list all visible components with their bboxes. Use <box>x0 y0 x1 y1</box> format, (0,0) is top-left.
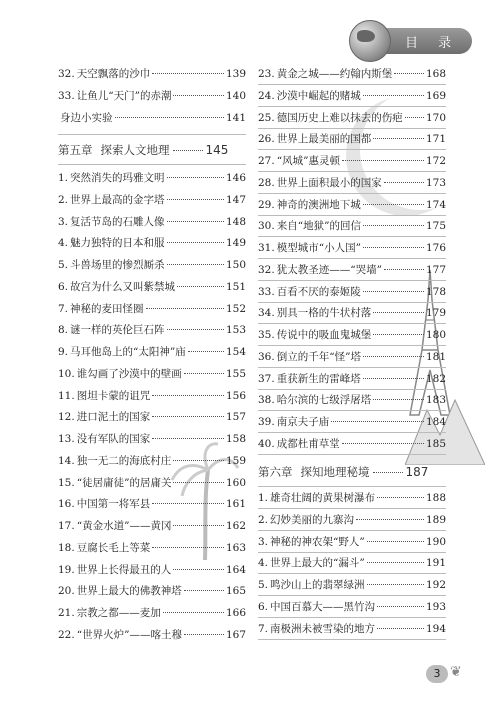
toc-entry-page: 184 <box>425 416 446 428</box>
toc-entry[interactable] <box>58 431 246 449</box>
toc-entry-number: 13. <box>58 433 75 445</box>
dot-leader <box>405 117 424 118</box>
dot-leader <box>367 562 424 563</box>
toc-entry[interactable] <box>258 153 446 172</box>
toc-entry[interactable] <box>58 257 246 275</box>
toc-entry[interactable] <box>258 262 446 281</box>
toc-entry-title: 鸣沙山上的翡翠绿洲 <box>270 579 365 591</box>
toc-entry-number: 39. <box>258 416 275 428</box>
toc-entry[interactable] <box>58 388 246 406</box>
toc-entry[interactable] <box>258 490 446 509</box>
toc-entry-title: 成都杜甫草堂 <box>276 437 340 450</box>
toc-entry-page: 183 <box>425 394 446 407</box>
toc-entry-page: 188 <box>425 492 446 504</box>
toc-entry[interactable] <box>258 371 446 390</box>
toc-entry-number: 26. <box>258 133 275 146</box>
toc-entry-title: 南极洲未被雪染的地方 <box>270 622 376 635</box>
dot-leader <box>173 525 224 526</box>
toc-entry-number: 28. <box>258 176 275 189</box>
dot-leader <box>184 590 224 591</box>
toc-entry-page: 161 <box>225 498 246 511</box>
toc-entry-title: 哈尔滨的七级浮屠塔 <box>276 394 372 407</box>
toc-entry[interactable] <box>258 218 446 237</box>
chapter-page: 145 <box>205 143 229 157</box>
dot-leader <box>152 438 224 439</box>
toc-entry-page: 165 <box>225 585 246 598</box>
swirl-decoration-icon: ❦ <box>450 664 462 680</box>
toc-entry-page: 190 <box>425 535 446 548</box>
toc-entry[interactable] <box>58 409 246 427</box>
toc-entry-title: 图坦卡蒙的诅咒 <box>76 389 151 402</box>
dot-leader <box>373 399 424 400</box>
toc-entry-number: 33. <box>58 89 75 102</box>
toc-entry[interactable] <box>58 88 246 106</box>
toc-entry[interactable] <box>58 366 246 384</box>
toc-entry-number: 10. <box>58 367 75 380</box>
toc-entry-page: 171 <box>425 133 446 146</box>
toc-entry-number: 6. <box>258 600 269 613</box>
dot-leader <box>167 242 224 243</box>
dot-leader <box>377 497 424 498</box>
toc-entry-number: 21. <box>58 607 75 619</box>
toc-entry[interactable] <box>58 496 246 514</box>
toc-entry-number: 17. <box>58 520 75 532</box>
toc-entry-title: 倒立的千年“怪”塔 <box>276 350 361 363</box>
dot-leader <box>115 117 224 118</box>
toc-entry-page: 189 <box>425 513 446 526</box>
toc-entry-page: 148 <box>225 215 246 228</box>
toc-entry-page: 149 <box>225 237 246 250</box>
toc-entry-page: 159 <box>225 454 246 467</box>
toc-entry-number: 5. <box>258 579 269 591</box>
toc-entry-title: 没有军队的国家 <box>76 433 151 445</box>
toc-entry-title: 斗兽场里的惨烈厮杀 <box>70 259 165 271</box>
toc-entry-number: 16. <box>58 498 75 511</box>
toc-entry-title: 来自“地狱”的回信 <box>276 220 361 233</box>
toc-entry-number: 37. <box>258 372 275 385</box>
toc-entry-title: 黄金之城——约翰内斯堡 <box>276 68 393 80</box>
toc-entry-title: 魅力独特的日本和服 <box>70 237 165 250</box>
toc-entry-title: 谜一样的英伦巨石阵 <box>70 324 165 337</box>
dot-leader <box>173 150 203 151</box>
divider <box>58 164 246 165</box>
toc-entry-number: 4. <box>258 557 269 570</box>
dot-leader <box>373 312 424 313</box>
toc-entry-page: 162 <box>225 520 246 532</box>
toc-entry-page: 167 <box>225 628 246 641</box>
dot-leader <box>356 519 424 520</box>
dot-leader <box>342 160 424 161</box>
dot-leader <box>363 204 424 205</box>
toc-entry-page: 163 <box>225 541 246 554</box>
toc-entry-title: 中国百慕大——黑竹沟 <box>270 600 376 613</box>
toc-entry-number: 27. <box>258 155 275 167</box>
toc-entry-number: 2. <box>258 513 269 526</box>
toc-entry-page: 194 <box>425 622 446 635</box>
toc-entry-title: 故宫为什么又叫紫禁城 <box>70 280 176 293</box>
toc-entry-number: 7. <box>58 302 69 315</box>
toc-entry-title: 独一无二的海底村庄 <box>76 454 172 467</box>
toc-entry[interactable] <box>58 322 246 340</box>
dot-leader <box>167 329 224 330</box>
toc-entry-page: 176 <box>425 242 446 254</box>
toc-entry-title: 世界上最高的金字塔 <box>70 193 165 206</box>
toc-entry-title: “世界火炉”——喀土穆 <box>76 628 182 641</box>
toc-entry-page: 168 <box>425 68 446 80</box>
toc-entry-page: 170 <box>425 111 446 124</box>
toc-entry[interactable] <box>58 453 246 471</box>
dot-leader <box>167 199 224 200</box>
dot-leader <box>331 421 424 422</box>
toc-entry-title: 犹太教圣迹——“哭墙” <box>276 263 382 276</box>
toc-entry-number: 32. <box>258 263 275 276</box>
dot-leader <box>173 95 224 96</box>
dot-leader <box>384 269 424 270</box>
dot-leader <box>363 225 424 226</box>
toc-entry-page: 151 <box>225 280 246 293</box>
toc-entry-number: 29. <box>258 198 275 211</box>
toc-entry-number: 30. <box>258 220 275 233</box>
toc-entry-page: 155 <box>225 367 246 380</box>
toc-entry[interactable] <box>58 562 246 580</box>
toc-entry-title: 谁勾画了沙漠中的壁画 <box>76 367 182 380</box>
dot-leader <box>363 378 424 379</box>
toc-entry-page: 181 <box>425 350 446 363</box>
toc-entry-page: 180 <box>425 329 446 341</box>
dot-leader <box>373 472 403 473</box>
toc-entry-title: “徒居庸徒”的居庸关 <box>76 476 172 489</box>
toc-entry[interactable] <box>258 436 446 455</box>
toc-entry-title: “黄金水道”——黄冈 <box>76 520 172 532</box>
toc-entry[interactable] <box>258 577 446 596</box>
toc-entry-number: 4. <box>58 237 69 250</box>
toc-entry-number: 12. <box>58 411 75 424</box>
dot-leader <box>363 95 424 96</box>
toc-entry-number: 3. <box>258 535 269 548</box>
toc-entry-page: 178 <box>425 285 446 298</box>
toc-entry[interactable] <box>258 66 446 85</box>
toc-entry-number: 23. <box>258 68 275 80</box>
toc-entry-number: 24. <box>258 89 275 102</box>
toc-entry-page: 193 <box>425 600 446 613</box>
chapter-label: 第六章 <box>258 465 293 479</box>
chapter-heading[interactable] <box>258 464 446 484</box>
toc-entry[interactable] <box>58 110 246 128</box>
toc-entry-title: 百看不厌的泰姬陵 <box>276 285 361 298</box>
dot-leader <box>384 182 424 183</box>
chapter-title: 探知地理秘境 <box>300 465 370 479</box>
dot-leader <box>152 73 224 74</box>
chapter-title: 探索人文地理 <box>100 143 170 157</box>
toc-entry-number: 19. <box>58 563 75 576</box>
toc-entry-page: 146 <box>225 172 246 184</box>
dot-leader <box>173 460 224 461</box>
toc-entry-title: 传说中的吸血鬼城堡 <box>276 329 372 341</box>
toc-entry[interactable] <box>258 327 446 346</box>
toc-entry-number: 2. <box>58 193 69 206</box>
dot-leader <box>152 395 224 396</box>
toc-entry-page: 179 <box>425 307 446 320</box>
toc-entry-page: 154 <box>225 346 246 358</box>
chapter-label: 第五章 <box>58 143 93 157</box>
toc-entry-title: 神奇的澳洲地下城 <box>276 198 361 211</box>
toc-entry-page: 173 <box>425 176 446 189</box>
toc-entry-title: 别具一格的牛状村落 <box>276 307 372 320</box>
toc-entry[interactable] <box>258 284 446 303</box>
toc-entry[interactable] <box>258 534 446 553</box>
globe-land-icon <box>357 30 375 42</box>
toc-entry-number: 31. <box>258 242 275 254</box>
toc-entry-number: 35. <box>258 329 275 341</box>
toc-entry-title: 进口泥土的国家 <box>76 411 151 424</box>
toc-entry-title: 世界上长得最丑的人 <box>76 563 172 576</box>
toc-entry-page: 169 <box>425 89 446 102</box>
divider <box>58 134 246 135</box>
toc-entry-number: 20. <box>58 585 75 598</box>
dot-leader <box>373 334 424 335</box>
toc-entry-title: 世界上面积最小的国家 <box>276 176 382 189</box>
toc-entry-number: 40. <box>258 437 275 450</box>
toc-entry-page: 147 <box>225 193 246 206</box>
toc-entry[interactable] <box>258 197 446 216</box>
toc-entry[interactable] <box>58 235 246 253</box>
dot-leader <box>152 416 224 417</box>
toc-entry[interactable] <box>58 627 246 645</box>
toc-entry[interactable] <box>258 621 446 640</box>
divider <box>258 486 446 487</box>
toc-entry-title: 世界上最美丽的国都 <box>276 133 372 146</box>
toc-entry[interactable] <box>258 414 446 433</box>
toc-entry-page: 191 <box>425 557 446 570</box>
toc-entry[interactable] <box>58 279 246 297</box>
toc-entry-number: 25. <box>258 111 275 124</box>
toc-entry-title: 世界上最大的佛教神塔 <box>76 585 182 598</box>
toc-entry-title: 复活节岛的石雕人像 <box>70 215 165 228</box>
toc-entry-number: 15. <box>58 476 75 489</box>
dot-leader <box>188 351 224 352</box>
toc-entry[interactable] <box>58 192 246 210</box>
toc-entry-page: 158 <box>225 433 246 445</box>
toc-entry[interactable] <box>258 512 446 531</box>
toc-entry[interactable] <box>58 540 246 558</box>
toc-entry[interactable] <box>58 344 246 362</box>
toc-entry-number: 7. <box>258 622 269 635</box>
page-number: 3 <box>426 665 448 683</box>
dot-leader <box>167 177 224 178</box>
dot-leader <box>367 541 424 542</box>
toc-entry-title: 豆腐长毛上等菜 <box>76 541 151 554</box>
toc-entry-title: 突然消失的玛雅文明 <box>70 172 165 184</box>
dot-leader <box>163 612 224 613</box>
toc-entry-number: 8. <box>58 324 69 337</box>
dot-leader <box>363 247 424 248</box>
toc-entry[interactable] <box>58 518 246 536</box>
toc-entry-title: 雄奇壮阔的黄果树瀑布 <box>270 492 376 504</box>
toc-entry-number: 14. <box>58 454 75 467</box>
toc-entry-title: 南京夫子庙 <box>276 416 330 428</box>
toc-entry-page: 141 <box>225 111 246 124</box>
toc-entry-page: 156 <box>225 389 246 402</box>
dot-leader <box>152 503 224 504</box>
toc-entry[interactable] <box>258 599 446 618</box>
toc-entry-title: 神秘的神农架“野人” <box>270 535 365 548</box>
toc-entry[interactable] <box>58 605 246 623</box>
toc-entry-title: 沙漠中崛起的赌城 <box>276 89 361 102</box>
dot-leader <box>152 547 224 548</box>
toc-entry-title: 身边小实验 <box>60 111 113 124</box>
toc-entry-page: 192 <box>425 579 446 591</box>
toc-entry-page: 139 <box>225 68 246 80</box>
toc-entry[interactable] <box>258 349 446 368</box>
dot-leader <box>367 584 424 585</box>
toc-entry-page: 174 <box>425 198 446 211</box>
toc-entry[interactable] <box>258 88 446 107</box>
toc-entry-page: 140 <box>225 89 246 102</box>
dot-leader <box>167 221 224 222</box>
toc-entry-page: 152 <box>225 302 246 315</box>
page-title: 目 录 <box>405 36 460 51</box>
toc-entry-title: 幻妙美丽的九寨沟 <box>270 513 355 526</box>
dot-leader <box>377 628 424 629</box>
toc-entry-number: 36. <box>258 350 275 363</box>
toc-entry[interactable] <box>258 110 446 129</box>
dot-leader <box>373 138 424 139</box>
toc-entry[interactable] <box>258 240 446 259</box>
toc-entry[interactable] <box>258 175 446 194</box>
dot-leader <box>146 308 224 309</box>
toc-entry[interactable] <box>258 131 446 150</box>
chapter-page: 187 <box>405 465 429 479</box>
dot-leader <box>173 569 224 570</box>
toc-entry-title: 中国第一将军县 <box>76 498 151 511</box>
toc-entry-title: 重获新生的雷峰塔 <box>276 372 361 385</box>
toc-entry-title: 模型城市“小人国” <box>276 242 361 254</box>
toc-entry-title: “风城”惠灵顿 <box>276 155 340 167</box>
toc-entry-number: 32. <box>58 68 75 80</box>
toc-entry[interactable] <box>58 475 246 493</box>
toc-entry-title: 德国历史上难以抹去的伤疤 <box>276 111 403 124</box>
toc-entry-number: 9. <box>58 346 69 358</box>
toc-entry[interactable] <box>58 214 246 232</box>
toc-entry-number: 1. <box>58 172 69 184</box>
dot-leader <box>342 443 424 444</box>
dot-leader <box>394 73 424 74</box>
toc-entry-page: 153 <box>225 324 246 337</box>
toc-entry-title: 让鱼儿“天门”的赤潮 <box>76 89 172 102</box>
toc-entry-page: 172 <box>425 155 446 167</box>
toc-entry-title: 宗教之都——麦加 <box>76 607 161 619</box>
toc-entry-number: 6. <box>58 280 69 293</box>
toc-entry-number: 3. <box>58 215 69 228</box>
toc-entry-page: 166 <box>225 607 246 619</box>
dot-leader <box>173 482 224 483</box>
toc-entry-page: 177 <box>425 263 446 276</box>
toc-entry-page: 157 <box>225 411 246 424</box>
toc-entry[interactable] <box>258 392 446 411</box>
dot-leader <box>184 634 224 635</box>
toc-entry[interactable] <box>58 170 246 188</box>
dot-leader <box>363 291 424 292</box>
toc-entry-page: 175 <box>425 220 446 233</box>
toc-entry[interactable] <box>258 305 446 324</box>
toc-entry-number: 18. <box>58 541 75 554</box>
toc-entry-page: 160 <box>225 476 246 489</box>
toc-entry-title: 天空飘落的沙巾 <box>76 68 151 80</box>
toc-entry[interactable] <box>258 555 446 574</box>
dot-leader <box>363 356 424 357</box>
dot-leader <box>377 606 424 607</box>
toc-entry-number: 1. <box>258 492 269 504</box>
dot-leader <box>177 286 224 287</box>
toc-entry-title: 神秘的麦田怪圈 <box>70 302 144 315</box>
toc-entry[interactable] <box>58 583 246 601</box>
toc-entry-page: 164 <box>225 563 246 576</box>
toc-entry-number: 5. <box>58 259 69 271</box>
toc-entry-page: 150 <box>225 259 246 271</box>
chapter-heading[interactable] <box>58 142 246 162</box>
toc-entry-page: 185 <box>425 437 446 450</box>
toc-entry-title: 马耳他岛上的“太阳神”庙 <box>70 346 186 358</box>
toc-entry-number: 33. <box>258 285 275 298</box>
toc-entry-number: 34. <box>258 307 275 320</box>
toc-entry-number: 38. <box>258 394 275 407</box>
toc-entry-title: 世界上最大的“漏斗” <box>270 557 365 570</box>
toc-entry[interactable] <box>58 301 246 319</box>
toc-entry-page: 182 <box>425 372 446 385</box>
dot-leader <box>167 264 224 265</box>
toc-entry-number: 11. <box>58 389 75 402</box>
dot-leader <box>184 373 224 374</box>
toc-entry[interactable] <box>58 66 246 84</box>
toc-entry-number: 22. <box>58 628 75 641</box>
